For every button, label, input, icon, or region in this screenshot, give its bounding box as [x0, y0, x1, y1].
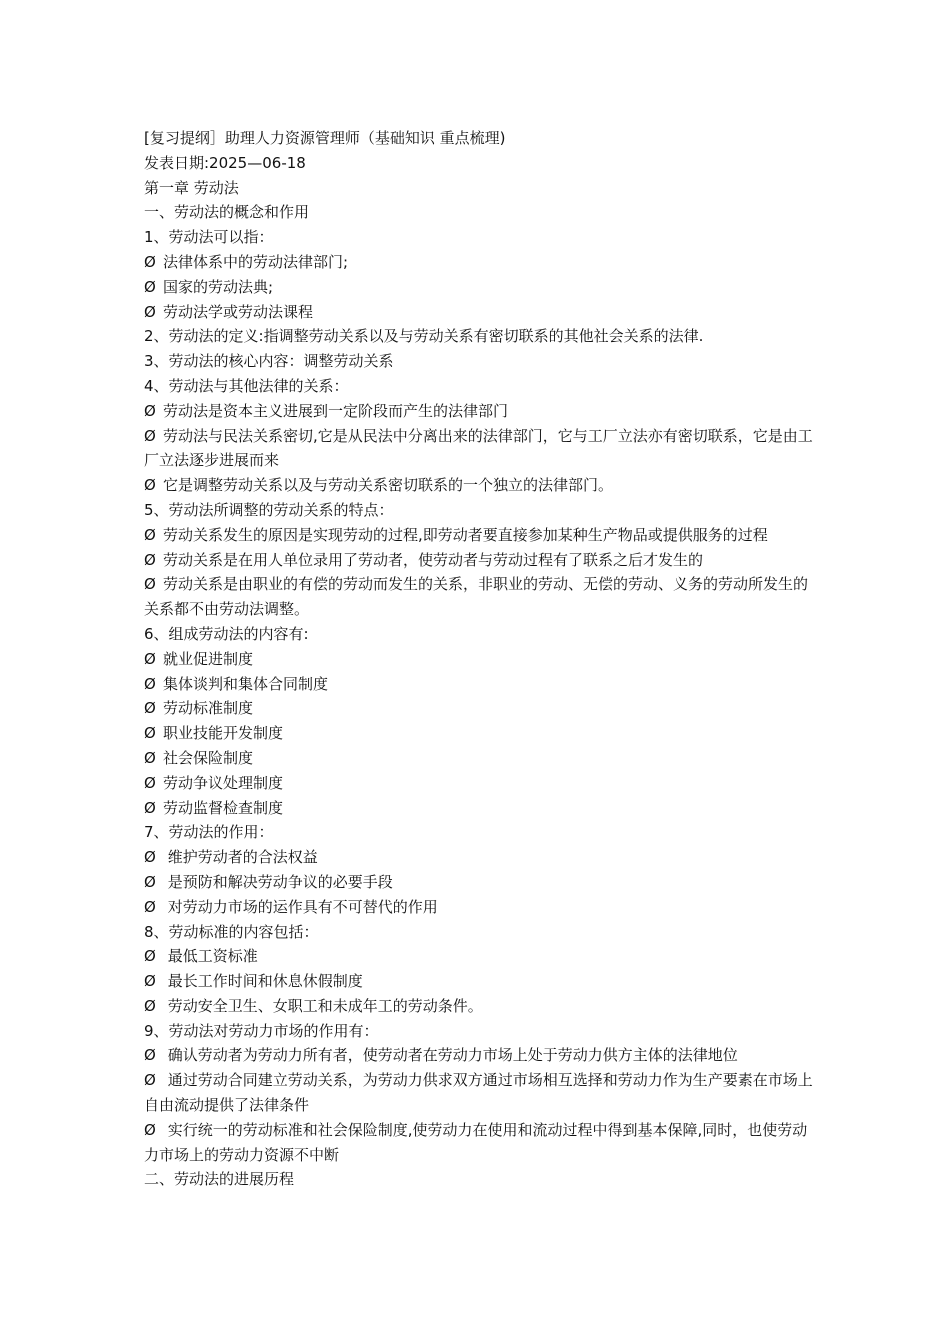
bullet-marker: Ø: [144, 277, 156, 296]
bullet-marker: Ø: [144, 525, 156, 544]
paragraph-line: 9、劳动法对劳动力市场的作用有：: [144, 1021, 379, 1040]
bullet-item: [144, 969, 816, 994]
chapter-heading: 第一章 劳动法: [144, 178, 239, 197]
bullet-text: 劳动关系是由职业的有偿的劳动而发生的关系，非职业的劳动、无偿的劳动、义务的劳动所发生的关系都不由劳动法调整。: [144, 575, 809, 619]
bullet-item: [144, 796, 816, 821]
bullet-marker: Ø: [144, 649, 156, 668]
bullet-text: 职业技能开发制度: [163, 724, 284, 743]
bullet-item: [144, 647, 816, 672]
bullet-marker: Ø: [144, 1120, 156, 1139]
bullet-marker: Ø: [144, 575, 156, 594]
paragraph-line: 1、劳动法可以指：: [144, 228, 274, 247]
bullet-item: [144, 548, 816, 573]
bullet-text: 它是调整劳动关系以及与劳动关系密切联系的一个独立的法律部门。: [163, 476, 614, 495]
bullet-text: 劳动关系发生的原因是实现劳动的过程,即劳动者要直接参加某种生产物品或提供服务的过程: [163, 525, 768, 544]
bullet-item: [144, 572, 816, 622]
paragraph-line: 4、劳动法与其他法律的关系：: [144, 376, 349, 395]
bullet-text: 是预防和解决劳动争议的必要手段: [163, 872, 393, 891]
bullet-item: [144, 944, 816, 969]
bullet-marker: Ø: [144, 1071, 156, 1090]
bullet-text: 集体谈判和集体合同制度: [163, 674, 329, 693]
bullet-item: [144, 746, 816, 771]
bullet-marker: Ø: [144, 476, 156, 495]
bullet-marker: Ø: [144, 996, 156, 1015]
paragraph-line: 6、组成劳动法的内容有:: [144, 624, 309, 643]
publish-date: 发表日期:2025—06-18: [144, 153, 306, 172]
bullet-item: [144, 696, 816, 721]
paragraph-line: 二、劳动法的进展历程: [144, 1170, 295, 1189]
bullet-text: 实行统一的劳动标准和社会保险制度,使劳动力在使用和流动过程中得到基本保障,同时，也使劳动力市场上的劳动力资源不中断: [144, 1120, 808, 1164]
bullet-text: 劳动监督检查制度: [163, 798, 284, 817]
bullet-marker: Ø: [144, 550, 156, 569]
bullet-item: [144, 672, 816, 697]
bullet-text: 劳动法学或劳动法课程: [163, 302, 314, 321]
bullet-item: [144, 424, 816, 474]
bullet-marker: Ø: [144, 848, 156, 867]
paragraph-line: 8、劳动标准的内容包括：: [144, 922, 319, 941]
bullet-text: 社会保险制度: [163, 748, 254, 767]
bullet-text: 确认劳动者为劳动力所有者，使劳动者在劳动力市场上处于劳动力供方主体的法律地位: [163, 1046, 738, 1065]
bullet-marker: Ø: [144, 724, 156, 743]
bullet-marker: Ø: [144, 748, 156, 767]
bullet-item: [144, 250, 816, 275]
bullet-marker: Ø: [144, 1046, 156, 1065]
bullet-item: [144, 399, 816, 424]
paragraph-line: 3、劳动法的核心内容：调整劳动关系: [144, 352, 394, 371]
bullet-text: 劳动标准制度: [163, 699, 254, 718]
bullet-item: [144, 1043, 816, 1068]
document-body: [144, 126, 816, 1192]
bullet-text: 最长工作时间和休息休假制度: [163, 972, 363, 991]
document-title: [复习提纲］助理人力资源管理师（基础知识 重点梳理): [144, 129, 506, 147]
bullet-text: 就业促进制度: [163, 649, 254, 668]
bullet-text: 劳动法与民法关系密切,它是从民法中分离出来的法律部门，它与工厂立法亦有密切联系，它是由工厂立法逐步进展而来: [144, 426, 813, 470]
bullet-item: [144, 1068, 816, 1118]
bullet-marker: Ø: [144, 798, 156, 817]
bullet-item: [144, 771, 816, 796]
bullet-marker: Ø: [144, 401, 156, 420]
bullet-marker: Ø: [144, 947, 156, 966]
bullet-marker: Ø: [144, 897, 156, 916]
bullet-text: 最低工资标准: [163, 947, 258, 966]
bullet-marker: Ø: [144, 426, 156, 445]
bullet-item: [144, 300, 816, 325]
bullet-item: [144, 721, 816, 746]
bullet-text: 劳动法是资本主义进展到一定阶段而产生的法律部门: [163, 401, 509, 420]
bullet-item: [144, 845, 816, 870]
bullet-text: 法律体系中的劳动法律部门;: [163, 252, 349, 271]
bullet-marker: Ø: [144, 674, 156, 693]
bullet-item: [144, 895, 816, 920]
bullet-item: [144, 870, 816, 895]
bullet-text: 劳动关系是在用人单位录用了劳动者，使劳动者与劳动过程有了联系之后才发生的: [163, 550, 704, 569]
bullet-marker: Ø: [144, 302, 156, 321]
bullet-item: [144, 275, 816, 300]
bullet-marker: Ø: [144, 252, 156, 271]
bullet-item: [144, 1118, 816, 1168]
bullet-marker: Ø: [144, 972, 156, 991]
bullet-text: 通过劳动合同建立劳动关系，为劳动力供求双方通过市场相互选择和劳动力作为生产要素在市场上自由流动提供了法律条件: [144, 1071, 813, 1115]
paragraph-line: 2、劳动法的定义:指调整劳动关系以及与劳动关系有密切联系的其他社会关系的法律.: [144, 327, 704, 346]
bullet-text: 对劳动力市场的运作具有不可替代的作用: [163, 897, 438, 916]
bullet-text: 劳动安全卫生、女职工和未成年工的劳动条件。: [163, 996, 483, 1015]
bullet-marker: Ø: [144, 773, 156, 792]
bullet-text: 维护劳动者的合法权益: [163, 848, 318, 867]
paragraph-line: 5、劳动法所调整的劳动关系的特点：: [144, 500, 394, 519]
bullet-marker: Ø: [144, 872, 156, 891]
bullet-item: [144, 523, 816, 548]
bullet-text: 劳动争议处理制度: [163, 773, 284, 792]
bullet-marker: Ø: [144, 699, 156, 718]
bullet-text: 国家的劳动法典;: [163, 277, 274, 296]
bullet-item: [144, 994, 816, 1019]
bullet-item: [144, 473, 816, 498]
paragraph-line: 一、劳动法的概念和作用: [144, 203, 310, 222]
paragraph-line: 7、劳动法的作用：: [144, 823, 274, 842]
